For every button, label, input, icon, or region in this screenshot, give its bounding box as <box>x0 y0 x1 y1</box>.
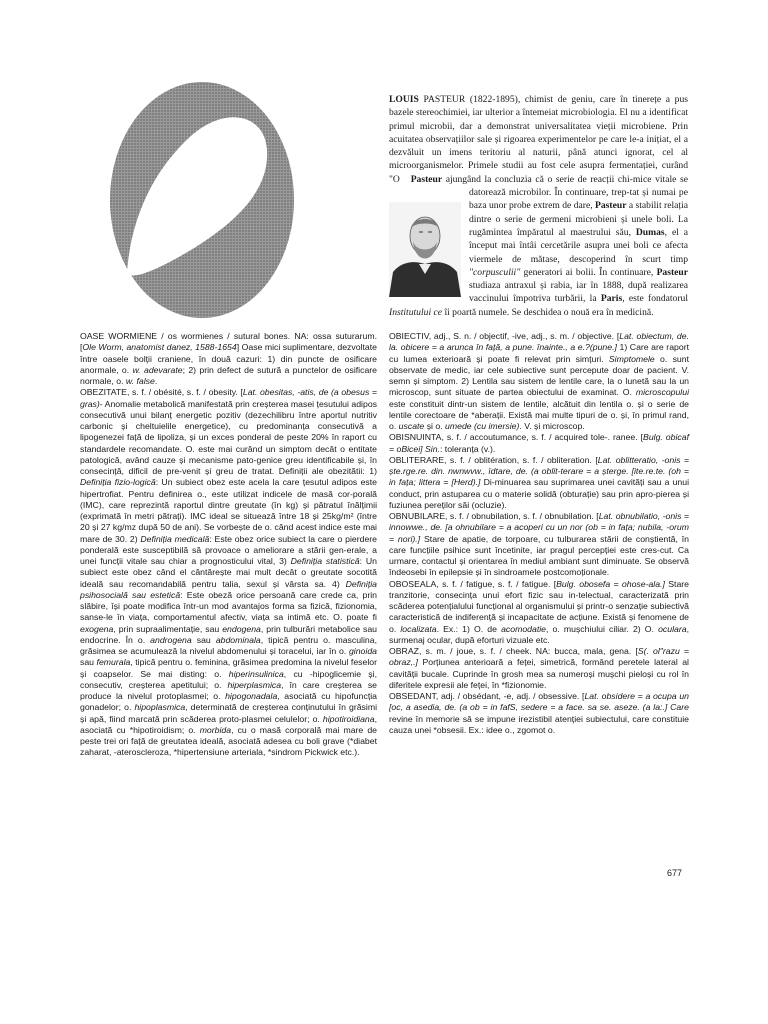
page-number: 677 <box>667 868 683 878</box>
entry-headword: OBEZITATE <box>80 387 127 398</box>
entry-obisnuinta: OBISNUINTA, s. f. / accoutumance, s. f. / acquired tole-. ranee. [Bulg. obicaf = oBicei] Sin.: toleranța (v.). <box>389 432 689 454</box>
entry-obliterare: OBLITERARE, s. f. / oblitération, s. f. / obliteration. [Lat. oblitteratio, -onis = ște.rge.re. din. nwnwvw., ïdtare, de. (a oblit-terare = a șterge. [ite.re.te. (oh = in fața; littera = [Herd).] Di-minuarea sau suprimarea unei cavități sau a unui conduct, prin astuparea cu o materie solidă (obturație) sau prin apro-pierea și fuziunea pereților săi (ocluzie). <box>389 454 689 510</box>
entry-headword: OBOSEALA <box>389 578 437 589</box>
entry-headword: OBNUBILARE <box>389 511 446 521</box>
right-column <box>389 331 689 736</box>
entry-headword: OASE WORMIENE <box>80 331 158 341</box>
entry-headword: OBISNUINTA <box>389 432 442 443</box>
bio-name: LOUIS <box>389 94 419 105</box>
biography-text: LOUIS PASTEUR (1822-1895), chimist de geniu, care în tinerețe a pus bazele stereochimiei, iar ulterior a întemeiat microbiologia. El nu a identificat primul microbii, dar a demonstrat universalitatea vieții microbiene. Prin acuitatea observațiilor sale și rigoarea experimentelor pe care le-a inițiat, el a dezvăluit un imens teritoriu al naturii, până atunci ignorat, cel al microorganismelor. Primele studii au fost cele asupra fermentației, curând "O Pasteur ajungând la concluzia că o serie de reacții chi- mice vitale se datorează microbilor. În continuare, trep-tat și numai pe baza unor probe extrem de dare, Pasteur a stabilit relația dintre o serie de germeni microbieni și unele boli. La rugămintea împăratul al maestrului său, Dumas, el a început mai întâi cercetările asupra unei boli ce afecta viermele de mătase, descoperind în scurt timp "corpusculii" generatori ai bolii. În continuare, Pasteur studiaza antraxul și rabia, iar în 1888, după realizarea vaccinului împotriva turbării, la Paris, este fondatorul Institutului ce îi poartă numele. Se deschidea o nouă era în medicină. <box>389 94 688 318</box>
decorative-letter-o <box>107 80 297 320</box>
entry-headword: OBLITERARE <box>389 454 445 465</box>
entry-headword: OBRAZ <box>389 646 419 656</box>
entry-obsedant: OBSEDANT, adj. / obsédant, -e, adj. / obsessive. [Lat. obsidere = a ocupa un [oc, a asedia, de. (a ob = in fafS, sedere = a face. sa se. aseze. (a la:.] Care revine în memorie să se impune irezistibil atenției subiectului, care constituie cauza unei *obsesii. Ex.: idee o., zgomot o. <box>389 691 690 735</box>
entry-headword: OBIECTIV <box>389 331 429 341</box>
left-column <box>80 331 377 759</box>
entry-obiectiv: OBIECTIV, adj., S. n. / objectif, -ive, adj., s. m. / objective. [Lat. obiectum, de. la. obicere = a arunca în față, a pune. înainte., a e.?(pune.] 1) Care are raport cu lumea exterioară și poate fi relevat prin simțuri. Simptomele o. sunt observate de medic, iar cele subiective sunt percepute doar de pacient. V. semn și simptom. 2) Lentila sau sistem de lentile care, la o lunetă sau la un microscop, sunt situate de partea obiectului de examinat. O. microscopului este constituit dintr-un sistem de lentile, alcătuit din lentila o. și o serie de lentile corectoare de *aberații. Există mai multe tipuri de o. și, în primul rand, o. uscate și o. umede (cu imersie). V. și microscop. <box>389 331 690 431</box>
pasteur-portrait-image <box>389 202 461 297</box>
entry-obraz: OBRAZ, s. m. / joue, s. f. / cheek. NA: bucca, mala, gena. [S(. ol"razu = obraz,.] Porțiunea anterioară a feței, simetrică, formând peretele lateral al cavității bucale. Cuprinde în grosh mea sa numeroși mușchi pieloși cu rol în diferitele expresii ale feței, în *fizionomie. <box>389 646 689 690</box>
entry-oase-wormiene: OASE WORMIENE / os wormienes / sutural bones. NA: ossa suturarum. [Ole Worm, anatomist danez, 1588-1654] Oase mici suplimentare, dezvoltate între oasele bolții craniene, în două cazuri: 1) din puncte de osificare anormale, o. w. adevarate; 2) prin defect de sutură a punctelor de osificare normale, o. w. false. <box>80 331 378 386</box>
entry-oboseala: OBOSEALA, s. f. / fatigue, s. f. / fatigue. [Bulg. obosefa = ohose-ala.] Stare tranzitorie, consecința unui efort fizic sau in-telectual, caracterizată prin scăderea potențialului funcțional al organismului și printr-o senzație subiectivă caracteristică de indiferență și incapacitate de acțiune. Există și fenomene de o. localizata. Ex.: 1) O. de acomodatie, o. mușchiului ciliar. 2) O. oculara, surmenaj ocular, după eforturi vizuale etc. <box>389 578 690 645</box>
entry-obezitate: OBEZITATE, s. f. / obésité, s. f. / obesity. [Lat. obesitas, -atis, de (a obesus = gras)- Anomalie metabolică manifestată prin creșterea masei țesutului adipos consecutivă unui bilanț energetic pozitiv (dezechilibru între aportul nutritiv carbonic și cheltuielile energetice), cu predominanța consecutivă a lipogenezei față de lipoliza, și un exces ponderal de peste 20% în raport cu standardele recomandate. O. este mai curând un simptom decât o entitate patologică, având cauze și mecanisme pato-genice greu identificabile și, în consecință, dificil de pre-venit și greu de tratat. Definiții ale obezitătii: 1) Definiția fizio-logică: Un subiect obez este acela la care țesutul adipos este hipertrofiat. Pentru definirea o., este utilizat indicele de masă cor-porală (IMC), care reprezintă raportul dintre greutate (în kg) și pătratul înălțimii (exprimată în metri pătrați). IMC ideal se situează între 18 și 25kg/m² (între 20 și 27 kg/mz după 50 de ani). Se vorbește de o. când acest indice este mai mare de 30. 2) Definiția medicală: Este obez orice subiect la care o pierdere ponderală este susceptibilă să provoace o ameliorare a stării gen-erale, a unei funcții vitale sau chiar a prognosticului vital, 3) Definiția statistică: Un subiect este obez când el cântărește mai mult decât o greutate socotită ideală sau recomandabilă pentru talia, sexul și vârsta sa. 4) Definiția psihosocială sau estetică: Este obeză orice persoană care crede ca, prin slăbire, își poate modifica într-un mod avantajos forma sa fizică, fizionomia, sanse-le în viața, comportamentul afectiv, viața sa intimă etc. O. poate fi exogena, prin supraalimentație, sau endogena, prin tulburări metabolice sau endocrine. În o. androgena sau abdominala, tipică pentru o. masculina, grăsimea se acumulează la nivelul abdomenului și toracelui, iar în o. ginoida sau femurala, tipică pentru o. feminina, grăsimea predomina la nivelul feselor și coapselor. Se mai disting: o. hiperinsulinica, cu -hipoglicemie și, consecutiv, creșterea apetitului; o. hiperplasmica, în care creșterea se produce la nivelul protoplasmei; o. hipogonadala, asociată cu hipofuncția gonadelor; o. hipoplasmica, determinată de creșterea conținutului în grăsimi și apă, fiind marcată prin scăderea proto-plasmei celulelor; o. hipotiroidiana, asociată cu *hipotiroidism; o. morbida, cu o masă corporală mai mare de peste trei ori față de greutatea ideală, asociată adesea cu boli grave (*diabet zaharat, -ateroscleroza, *hipertensiune arteriala, *sindrom Pickwick etc.). <box>80 387 378 758</box>
entry-headword: OBSEDANT <box>389 691 436 701</box>
biography-box <box>389 93 688 319</box>
entry-obnubilare: OBNUBILARE, s. f. / obnubilation, s. f. / obnubilation. [Lat. obnubilatio, -onis = innowwe., de. [a ohnubilare = a acoperi cu un nor (ob = in fața; nubila, -orum = nori).] Stare de apatie, de torpoare, cu tulburarea stării de conștientă, în care funcțiile psihice sunt încetinite, iar pragul percepției este cres-cut. Ca urmare, contactul și orientarea în mediul ambiant sunt diminuate. Se observă îndeosebi în epilepsie și în sindroamele postcomoționale. <box>389 511 689 578</box>
